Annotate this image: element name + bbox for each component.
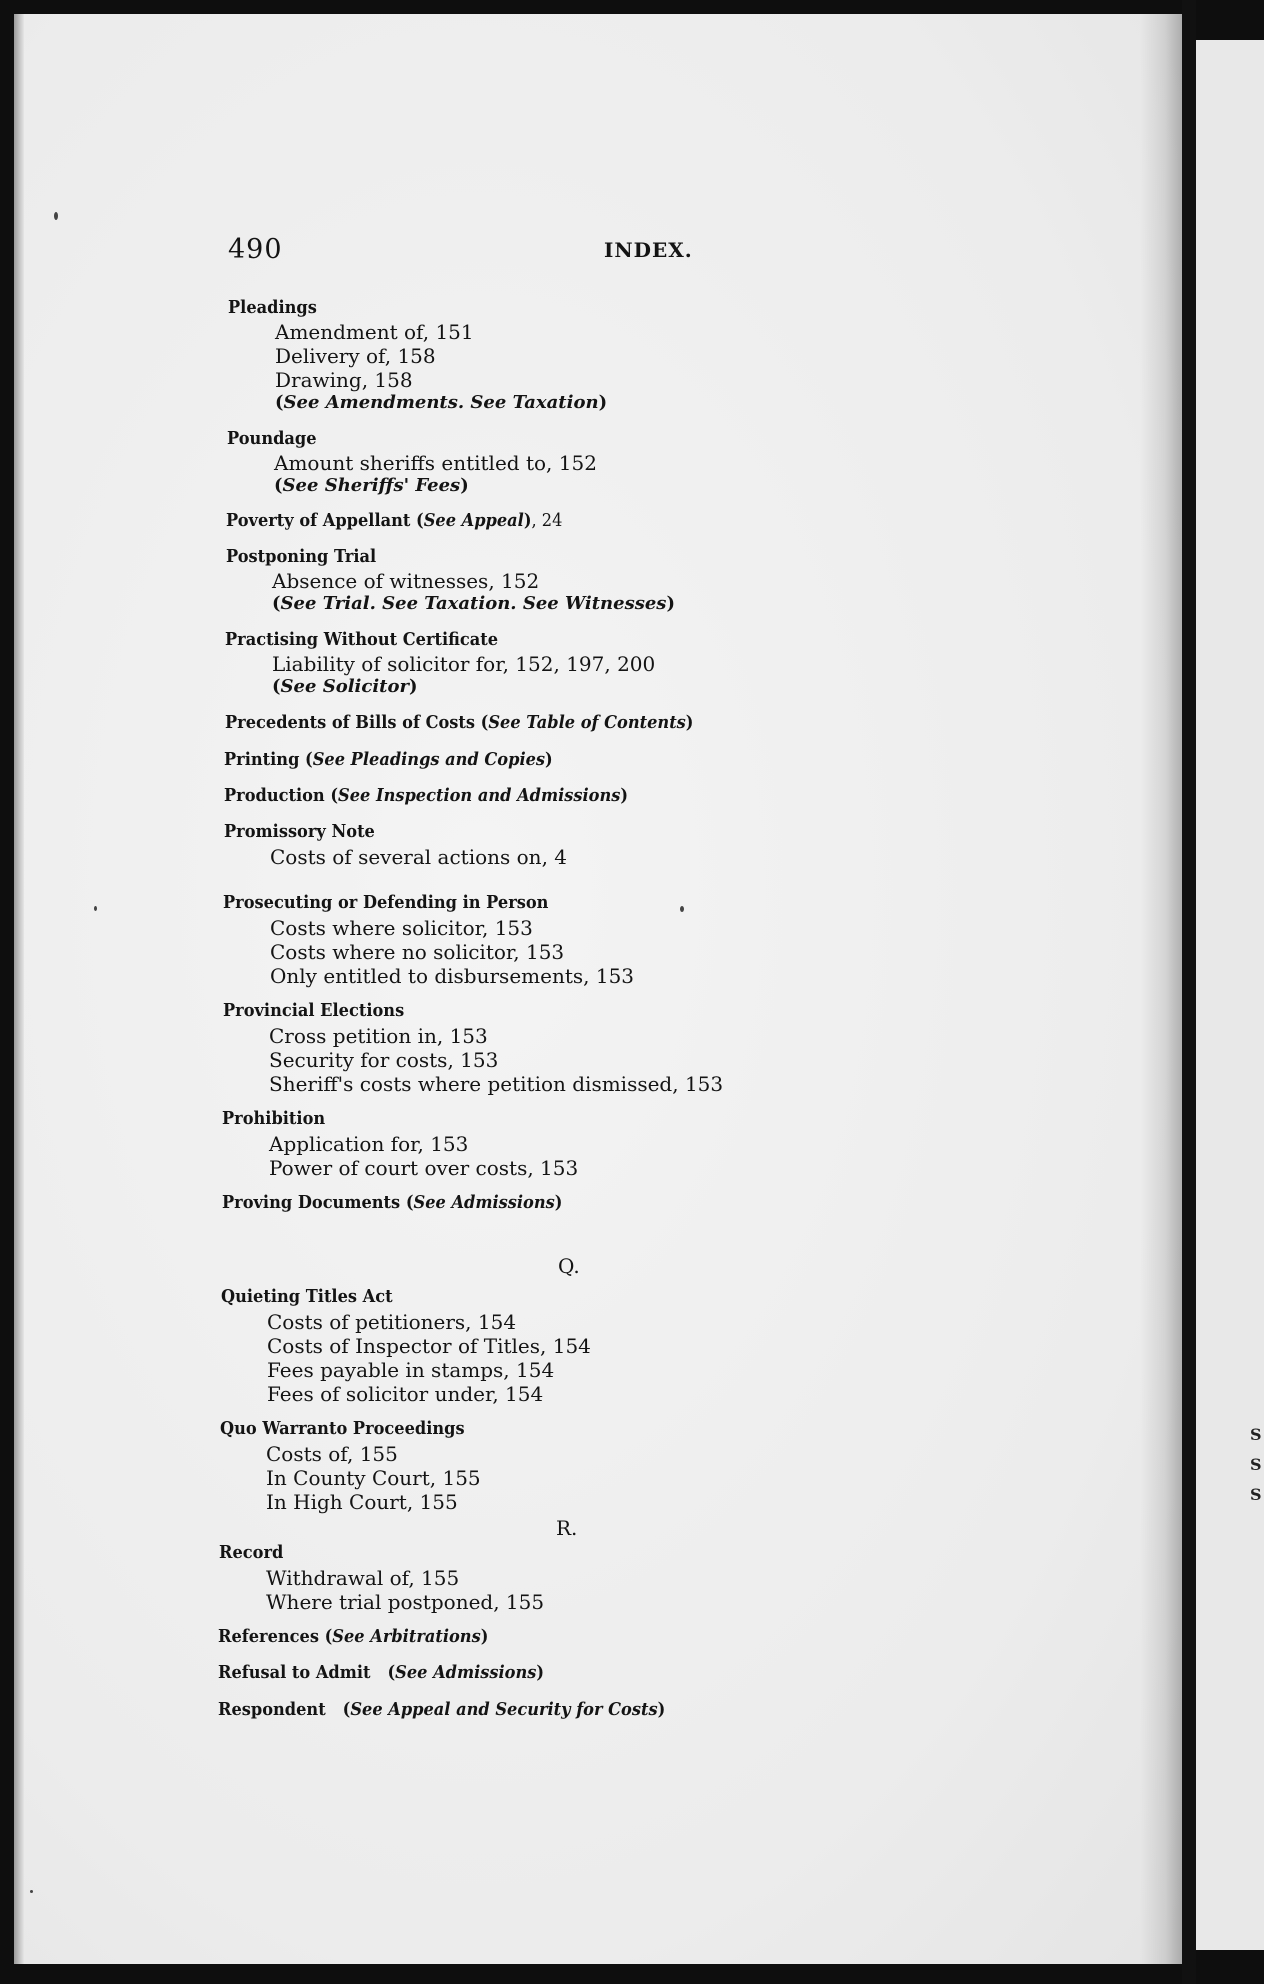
entry-line: Power of court over costs, 153 xyxy=(269,1156,579,1180)
entry-line: Amendment of, 151 xyxy=(275,320,474,344)
entry-line: Fees of solicitor under, 154 xyxy=(267,1382,544,1406)
entry-line: In County Court, 155 xyxy=(266,1466,481,1490)
see-reference: (See Sheriffs' Fees) xyxy=(274,475,469,496)
entry-line: Costs of Inspector of Titles, 154 xyxy=(267,1334,591,1358)
entry-line: Absence of witnesses, 152 xyxy=(272,569,540,593)
facing-letter: S xyxy=(1250,1455,1262,1474)
entry-heading: Pleadings xyxy=(228,297,317,318)
see-reference: (See Solicitor) xyxy=(272,676,418,697)
entry-heading: Quieting Titles Act xyxy=(221,1286,393,1307)
entry-heading: Poverty of Appellant (See Appeal), 24 xyxy=(226,510,563,531)
entry-line: Costs of, 155 xyxy=(266,1442,398,1466)
entry-heading: Postponing Trial xyxy=(226,546,377,567)
entry-heading: References (See Arbitrations) xyxy=(218,1626,489,1647)
section-letter-q: Q. xyxy=(558,1254,580,1278)
page-number: 490 xyxy=(228,234,283,265)
entry-line: Security for costs, 153 xyxy=(269,1048,499,1072)
entry-line: Costs of petitioners, 154 xyxy=(267,1310,517,1334)
running-head xyxy=(228,234,698,264)
entry-heading: Quo Warranto Proceedings xyxy=(220,1418,465,1439)
see-reference: (See Amendments. See Taxation) xyxy=(275,392,608,413)
entry-heading: Practising Without Certificate xyxy=(225,629,499,650)
entry-heading: Respondent (See Appeal and Security for Costs) xyxy=(218,1699,666,1720)
entry-line: Where trial postponed, 155 xyxy=(266,1590,545,1614)
entry-line: Withdrawal of, 155 xyxy=(266,1566,460,1590)
entry-line: In High Court, 155 xyxy=(266,1490,458,1514)
entry-heading: Promissory Note xyxy=(224,821,375,842)
entry-line: Application for, 153 xyxy=(269,1132,469,1156)
entry-line: Amount sheriffs entitled to, 152 xyxy=(274,451,597,475)
entry-line: Delivery of, 158 xyxy=(275,344,436,368)
entry-line: Costs of several actions on, 4 xyxy=(270,845,568,869)
entry-heading: Refusal to Admit (See Admissions) xyxy=(218,1662,545,1683)
entry-heading: Poundage xyxy=(227,428,317,449)
entry-line: Only entitled to disbursements, 153 xyxy=(270,964,635,988)
section-letter-r: R. xyxy=(556,1516,578,1540)
entry-line: Fees payable in stamps, 154 xyxy=(267,1358,555,1382)
entry-line: Drawing, 158 xyxy=(275,368,413,392)
entry-heading: Record xyxy=(219,1542,284,1563)
entry-line: Costs where no solicitor, 153 xyxy=(270,940,565,964)
entry-line: Liability of solicitor for, 152, 197, 200 xyxy=(272,652,656,676)
page-title: INDEX. xyxy=(604,238,693,262)
facing-letter: S xyxy=(1250,1425,1262,1444)
entry-heading: Prohibition xyxy=(222,1108,326,1129)
entry-heading: Provincial Elections xyxy=(223,1000,405,1021)
see-reference: (See Trial. See Taxation. See Witnesses) xyxy=(272,593,675,614)
entry-heading: Proving Documents (See Admissions) xyxy=(222,1192,563,1213)
entry-heading: Prosecuting or Defending in Person xyxy=(223,892,549,913)
entry-line: Sheriff's costs where petition dismissed, 153 xyxy=(269,1072,724,1096)
entry-heading: Precedents of Bills of Costs (See Table of Contents) xyxy=(225,712,694,733)
entry-line: Cross petition in, 153 xyxy=(269,1024,488,1048)
facing-letter: S xyxy=(1250,1485,1262,1504)
entry-heading: Printing (See Pleadings and Copies) xyxy=(224,749,553,770)
entry-heading: Production (See Inspection and Admissions) xyxy=(224,785,629,806)
entry-line: Costs where solicitor, 153 xyxy=(270,916,533,940)
